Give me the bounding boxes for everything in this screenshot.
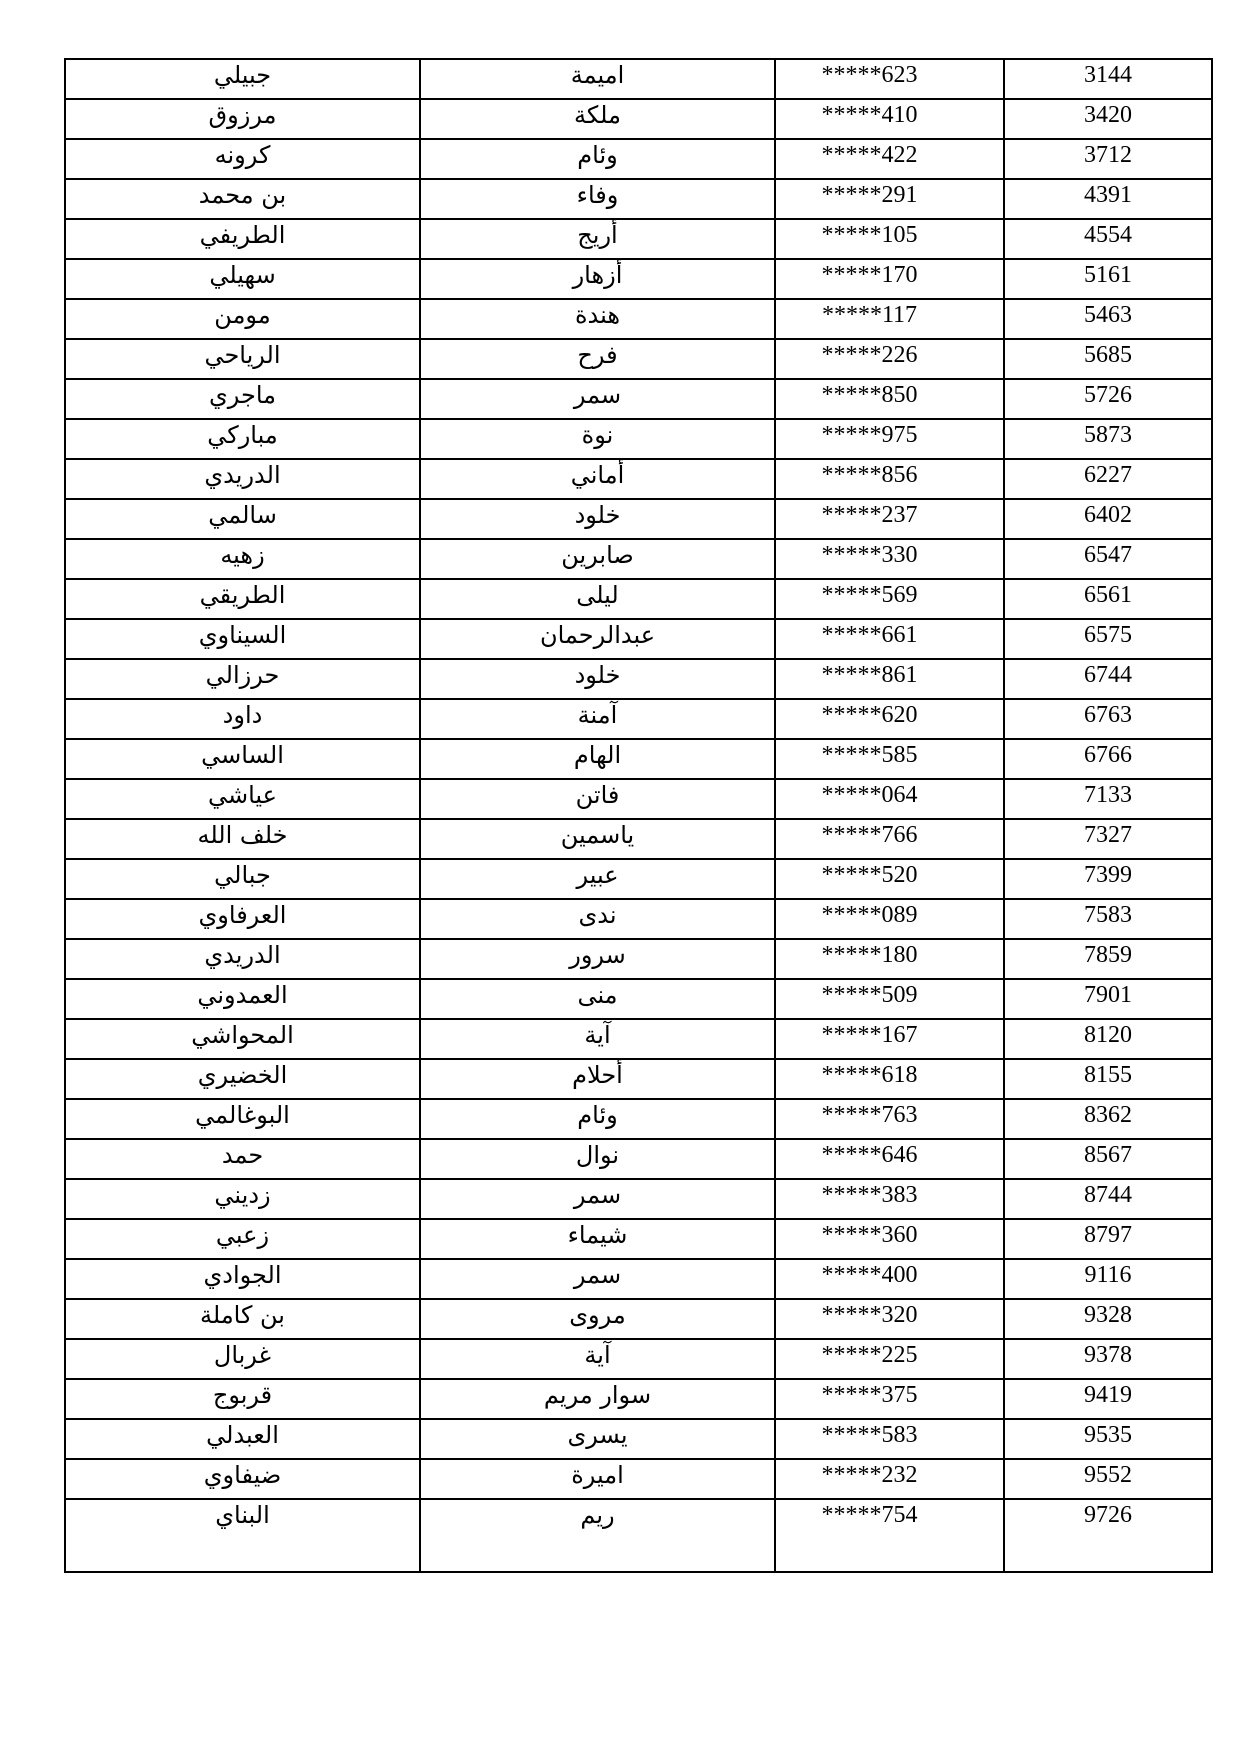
masked-id-cell: *****410 [775, 99, 1004, 139]
number-cell: 7399 [1004, 859, 1212, 899]
masked-id-cell: *****520 [775, 859, 1004, 899]
number-cell: 6744 [1004, 659, 1212, 699]
number-cell: 5873 [1004, 419, 1212, 459]
last-name-cell: غربال [65, 1339, 420, 1379]
last-name-cell: خلف الله [65, 819, 420, 859]
number-cell: 8567 [1004, 1139, 1212, 1179]
masked-id-cell: *****585 [775, 739, 1004, 779]
last-name-cell: قربوج [65, 1379, 420, 1419]
number-cell: 7583 [1004, 899, 1212, 939]
table-row [65, 1299, 1212, 1339]
last-name-cell: الرياحي [65, 339, 420, 379]
masked-id-cell: *****646 [775, 1139, 1004, 1179]
masked-id-cell: *****763 [775, 1099, 1004, 1139]
first-name-cell: سمر [420, 1179, 775, 1219]
first-name-cell: خلود [420, 499, 775, 539]
number-cell: 7859 [1004, 939, 1212, 979]
table-row [65, 1499, 1212, 1572]
masked-id-cell: *****232 [775, 1459, 1004, 1499]
last-name-cell: مرزوق [65, 99, 420, 139]
masked-id-cell: *****583 [775, 1419, 1004, 1459]
first-name-cell: وفاء [420, 179, 775, 219]
number-cell: 6575 [1004, 619, 1212, 659]
masked-id-cell: *****375 [775, 1379, 1004, 1419]
last-name-cell: داود [65, 699, 420, 739]
number-cell: 7133 [1004, 779, 1212, 819]
last-name-cell: مباركي [65, 419, 420, 459]
masked-id-cell: *****861 [775, 659, 1004, 699]
table-row [65, 419, 1212, 459]
table-row [65, 1139, 1212, 1179]
first-name-cell: شيماء [420, 1219, 775, 1259]
records-table [64, 58, 1213, 1573]
number-cell: 9378 [1004, 1339, 1212, 1379]
last-name-cell: البوغالمي [65, 1099, 420, 1139]
last-name-cell: العمدوني [65, 979, 420, 1019]
last-name-cell: بن محمد [65, 179, 420, 219]
table-row [65, 139, 1212, 179]
table-row [65, 1379, 1212, 1419]
first-name-cell: ندى [420, 899, 775, 939]
records-table-body [65, 59, 1212, 1572]
last-name-cell: العبدلي [65, 1419, 420, 1459]
first-name-cell: عبدالرحمان [420, 619, 775, 659]
first-name-cell: أريج [420, 219, 775, 259]
masked-id-cell: *****117 [775, 299, 1004, 339]
number-cell: 4554 [1004, 219, 1212, 259]
number-cell: 9726 [1004, 1499, 1212, 1572]
number-cell: 5685 [1004, 339, 1212, 379]
first-name-cell: سمر [420, 379, 775, 419]
table-row [65, 739, 1212, 779]
table-row [65, 1059, 1212, 1099]
number-cell: 5161 [1004, 259, 1212, 299]
last-name-cell: الجوادي [65, 1259, 420, 1299]
number-cell: 6561 [1004, 579, 1212, 619]
table-row [65, 659, 1212, 699]
masked-id-cell: *****320 [775, 1299, 1004, 1339]
table-row [65, 59, 1212, 99]
table-row [65, 179, 1212, 219]
masked-id-cell: *****291 [775, 179, 1004, 219]
last-name-cell: مومن [65, 299, 420, 339]
table-row [65, 1459, 1212, 1499]
number-cell: 3420 [1004, 99, 1212, 139]
first-name-cell: ريم [420, 1499, 775, 1572]
table-row [65, 219, 1212, 259]
last-name-cell: ماجري [65, 379, 420, 419]
last-name-cell: البناي [65, 1499, 420, 1572]
table-row [65, 939, 1212, 979]
number-cell: 9328 [1004, 1299, 1212, 1339]
last-name-cell: الدريدي [65, 939, 420, 979]
first-name-cell: سوار مريم [420, 1379, 775, 1419]
first-name-cell: وئام [420, 139, 775, 179]
table-row [65, 899, 1212, 939]
number-cell: 6547 [1004, 539, 1212, 579]
table-row [65, 339, 1212, 379]
first-name-cell: أحلام [420, 1059, 775, 1099]
first-name-cell: وئام [420, 1099, 775, 1139]
table-row [65, 459, 1212, 499]
masked-id-cell: *****360 [775, 1219, 1004, 1259]
table-row [65, 299, 1212, 339]
first-name-cell: فرح [420, 339, 775, 379]
last-name-cell: بن كاملة [65, 1299, 420, 1339]
masked-id-cell: *****180 [775, 939, 1004, 979]
number-cell: 3712 [1004, 139, 1212, 179]
first-name-cell: اميرة [420, 1459, 775, 1499]
last-name-cell: سالمي [65, 499, 420, 539]
masked-id-cell: *****226 [775, 339, 1004, 379]
first-name-cell: مروى [420, 1299, 775, 1339]
masked-id-cell: *****330 [775, 539, 1004, 579]
table-row [65, 499, 1212, 539]
number-cell: 8120 [1004, 1019, 1212, 1059]
first-name-cell: فاتن [420, 779, 775, 819]
first-name-cell: ملكة [420, 99, 775, 139]
number-cell: 8744 [1004, 1179, 1212, 1219]
masked-id-cell: *****975 [775, 419, 1004, 459]
number-cell: 9419 [1004, 1379, 1212, 1419]
first-name-cell: أزهار [420, 259, 775, 299]
table-row [65, 859, 1212, 899]
number-cell: 7901 [1004, 979, 1212, 1019]
last-name-cell: حرزالي [65, 659, 420, 699]
last-name-cell: السيناوي [65, 619, 420, 659]
masked-id-cell: *****167 [775, 1019, 1004, 1059]
first-name-cell: آية [420, 1019, 775, 1059]
first-name-cell: خلود [420, 659, 775, 699]
number-cell: 6402 [1004, 499, 1212, 539]
table-row [65, 1419, 1212, 1459]
number-cell: 9535 [1004, 1419, 1212, 1459]
masked-id-cell: *****766 [775, 819, 1004, 859]
masked-id-cell: *****754 [775, 1499, 1004, 1572]
number-cell: 3144 [1004, 59, 1212, 99]
last-name-cell: الدريدي [65, 459, 420, 499]
table-row [65, 1019, 1212, 1059]
last-name-cell: زعبي [65, 1219, 420, 1259]
table-row [65, 779, 1212, 819]
masked-id-cell: *****623 [775, 59, 1004, 99]
first-name-cell: سرور [420, 939, 775, 979]
table-row [65, 579, 1212, 619]
number-cell: 5463 [1004, 299, 1212, 339]
number-cell: 6227 [1004, 459, 1212, 499]
masked-id-cell: *****237 [775, 499, 1004, 539]
number-cell: 4391 [1004, 179, 1212, 219]
table-row [65, 99, 1212, 139]
last-name-cell: حمد [65, 1139, 420, 1179]
masked-id-cell: *****569 [775, 579, 1004, 619]
last-name-cell: جبيلي [65, 59, 420, 99]
last-name-cell: الساسي [65, 739, 420, 779]
first-name-cell: ياسمين [420, 819, 775, 859]
table-row [65, 1339, 1212, 1379]
number-cell: 9116 [1004, 1259, 1212, 1299]
masked-id-cell: *****170 [775, 259, 1004, 299]
first-name-cell: ليلى [420, 579, 775, 619]
masked-id-cell: *****422 [775, 139, 1004, 179]
last-name-cell: العرفاوي [65, 899, 420, 939]
first-name-cell: نوة [420, 419, 775, 459]
masked-id-cell: *****225 [775, 1339, 1004, 1379]
table-row [65, 1179, 1212, 1219]
masked-id-cell: *****089 [775, 899, 1004, 939]
masked-id-cell: *****383 [775, 1179, 1004, 1219]
number-cell: 8362 [1004, 1099, 1212, 1139]
last-name-cell: الخضيري [65, 1059, 420, 1099]
first-name-cell: يسرى [420, 1419, 775, 1459]
table-row [65, 619, 1212, 659]
masked-id-cell: *****105 [775, 219, 1004, 259]
last-name-cell: زهيه [65, 539, 420, 579]
table-row [65, 819, 1212, 859]
last-name-cell: الطريقي [65, 579, 420, 619]
first-name-cell: اميمة [420, 59, 775, 99]
last-name-cell: عياشي [65, 779, 420, 819]
masked-id-cell: *****618 [775, 1059, 1004, 1099]
last-name-cell: ضيفاوي [65, 1459, 420, 1499]
first-name-cell: صابرين [420, 539, 775, 579]
table-row [65, 379, 1212, 419]
first-name-cell: أماني [420, 459, 775, 499]
masked-id-cell: *****620 [775, 699, 1004, 739]
masked-id-cell: *****064 [775, 779, 1004, 819]
number-cell: 8797 [1004, 1219, 1212, 1259]
masked-id-cell: *****509 [775, 979, 1004, 1019]
table-row [65, 1099, 1212, 1139]
table-row [65, 1259, 1212, 1299]
table-row [65, 699, 1212, 739]
first-name-cell: آية [420, 1339, 775, 1379]
last-name-cell: زديني [65, 1179, 420, 1219]
number-cell: 5726 [1004, 379, 1212, 419]
first-name-cell: هندة [420, 299, 775, 339]
first-name-cell: عبير [420, 859, 775, 899]
table-row [65, 259, 1212, 299]
table-row [65, 539, 1212, 579]
masked-id-cell: *****850 [775, 379, 1004, 419]
first-name-cell: نوال [420, 1139, 775, 1179]
last-name-cell: الطريفي [65, 219, 420, 259]
last-name-cell: كرونه [65, 139, 420, 179]
number-cell: 8155 [1004, 1059, 1212, 1099]
first-name-cell: الهام [420, 739, 775, 779]
table-row [65, 979, 1212, 1019]
table-row [65, 1219, 1212, 1259]
last-name-cell: المحواشي [65, 1019, 420, 1059]
first-name-cell: منى [420, 979, 775, 1019]
masked-id-cell: *****856 [775, 459, 1004, 499]
number-cell: 7327 [1004, 819, 1212, 859]
number-cell: 9552 [1004, 1459, 1212, 1499]
last-name-cell: جبالي [65, 859, 420, 899]
first-name-cell: سمر [420, 1259, 775, 1299]
number-cell: 6766 [1004, 739, 1212, 779]
masked-id-cell: *****661 [775, 619, 1004, 659]
last-name-cell: سهيلي [65, 259, 420, 299]
masked-id-cell: *****400 [775, 1259, 1004, 1299]
number-cell: 6763 [1004, 699, 1212, 739]
first-name-cell: آمنة [420, 699, 775, 739]
